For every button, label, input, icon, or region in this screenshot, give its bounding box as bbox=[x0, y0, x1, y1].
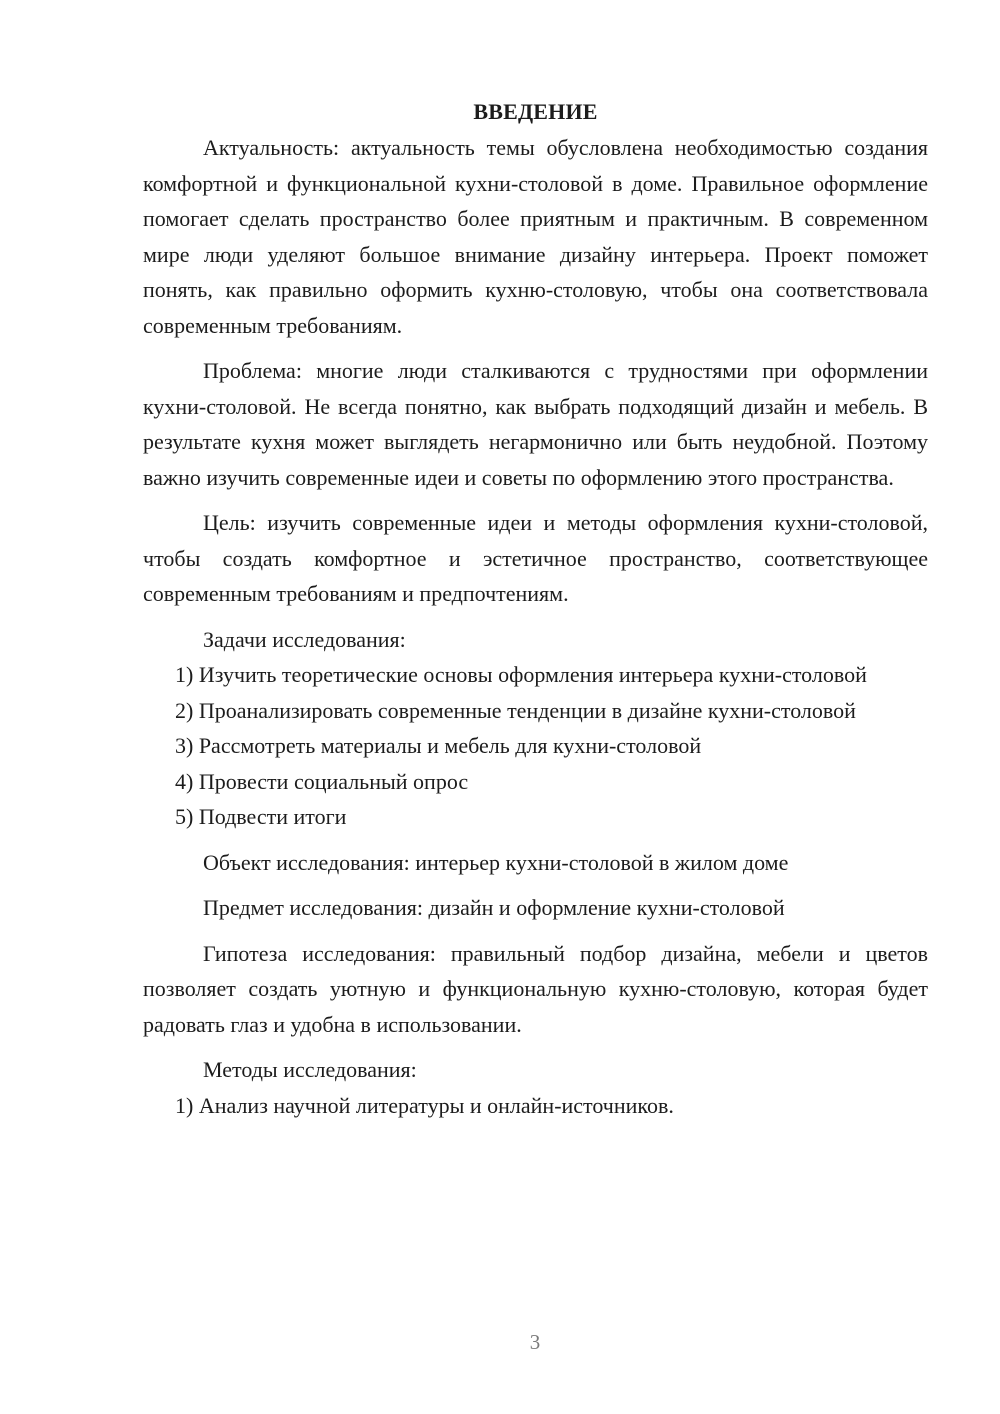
subject-paragraph: Предмет исследования: дизайн и оформление кухни-столовой bbox=[203, 895, 785, 920]
goal-paragraph: Цель: изучить современные идеи и методы оформления кухни-столовой, чтобы создать комфортное и эстетичное пространство, соответствующее современным требованиям и предпочтениям. bbox=[143, 510, 928, 606]
tasks-heading: Задачи исследования: bbox=[203, 626, 406, 652]
page-body bbox=[143, 94, 928, 1123]
task-item-2: 2) Проанализировать современные тенденции в дизайне кухни-столовой bbox=[175, 697, 856, 723]
task-item-5: 5) Подвести итоги bbox=[175, 804, 347, 829]
object-paragraph: Объект исследования: интерьер кухни-столовой в жилом доме bbox=[203, 849, 789, 875]
method-item-1: 1) Анализ научной литературы и онлайн-источников. bbox=[175, 1092, 674, 1118]
task-item-4: 4) Провести социальный опрос bbox=[175, 768, 469, 794]
task-item-3: 3) Рассмотреть материалы и мебель для кухни-столовой bbox=[175, 733, 702, 758]
page-title: ВВЕДЕНИЕ bbox=[473, 99, 598, 124]
page-number: 3 bbox=[529, 1330, 541, 1354]
task-item-1: 1) Изучить теоретические основы оформления интерьера кухни-столовой bbox=[175, 662, 867, 687]
methods-heading: Методы исследования: bbox=[203, 1057, 417, 1082]
hypothesis-paragraph: Гипотеза исследования: правильный подбор дизайна, мебели и цветов позволяет создать уютную и функциональную кухню-столовую, которая будет радовать глаз и удобна в использовании. bbox=[143, 940, 928, 1037]
relevance-paragraph: Актуальность: актуальность темы обусловлена необходимостью создания комфортной и функциональной кухни-столовой в доме. Правильное оформление помогает сделать пространство более приятным и практичным. В современном мире люди уделяют большое внимание дизайну интерьера. Проект поможет понять, как правильно оформить кухню-столовую, чтобы она соответствовала современным требованиям. bbox=[143, 135, 928, 338]
problem-paragraph: Проблема: многие люди сталкиваются с трудностями при оформлении кухни-столовой. Не всегда понятно, как выбрать подходящий дизайн и мебель. В результате кухня может выглядеть негармонично или быть неудобной. Поэтому важно изучить современные идеи и советы по оформлению этого пространства. bbox=[143, 358, 928, 490]
